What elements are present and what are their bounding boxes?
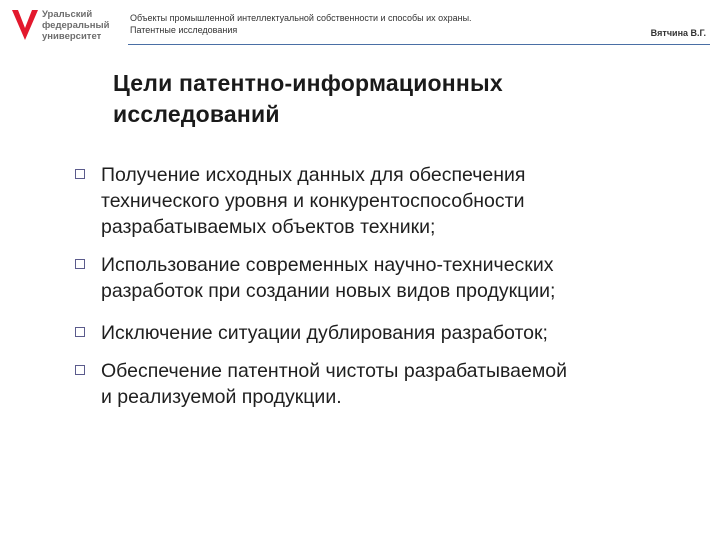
bullet-line: Получение исходных данных для обеспечения	[101, 164, 526, 186]
slide-title	[113, 68, 633, 130]
bullet-line: технического уровня и конкурентоспособности	[101, 190, 525, 212]
bullet-line: разрабатываемых объектов техники;	[101, 216, 436, 238]
urfu-logo-icon	[10, 8, 40, 42]
bullet-item	[75, 162, 695, 240]
course-title-line-2: Патентные исследования	[130, 25, 238, 35]
header-divider	[128, 44, 710, 45]
slide-header	[0, 0, 720, 50]
bullet-item	[75, 320, 695, 346]
logo-line-2: федеральный	[42, 20, 110, 31]
bullet-line: и реализуемой продукции.	[101, 386, 342, 408]
square-bullet-icon	[75, 259, 85, 269]
bullet-item	[75, 358, 695, 410]
slide-title-line-1: Цели патентно-информационных	[113, 70, 503, 96]
bullet-line: Исключение ситуации дублирования разработок;	[101, 322, 548, 344]
logo-text	[42, 9, 109, 42]
logo-line-1: Уральский	[42, 9, 93, 20]
bullet-item	[75, 252, 695, 304]
bullet-list	[75, 162, 695, 410]
bullet-line: Использование современных научно-технических	[101, 254, 554, 276]
square-bullet-icon	[75, 327, 85, 337]
bullet-line: разработок при создании новых видов продукции;	[101, 280, 556, 302]
course-title-line-1: Объекты промышленной интеллектуальной собственности и способы их охраны.	[130, 13, 472, 23]
square-bullet-icon	[75, 169, 85, 179]
author-name: Вятчина В.Г.	[650, 28, 706, 38]
course-title	[130, 12, 472, 36]
university-logo	[10, 8, 120, 42]
slide-title-line-2: исследований	[113, 101, 280, 127]
bullet-line: Обеспечение патентной чистоты разрабатываемой	[101, 360, 568, 382]
square-bullet-icon	[75, 365, 85, 375]
logo-line-3: университет	[42, 31, 102, 42]
